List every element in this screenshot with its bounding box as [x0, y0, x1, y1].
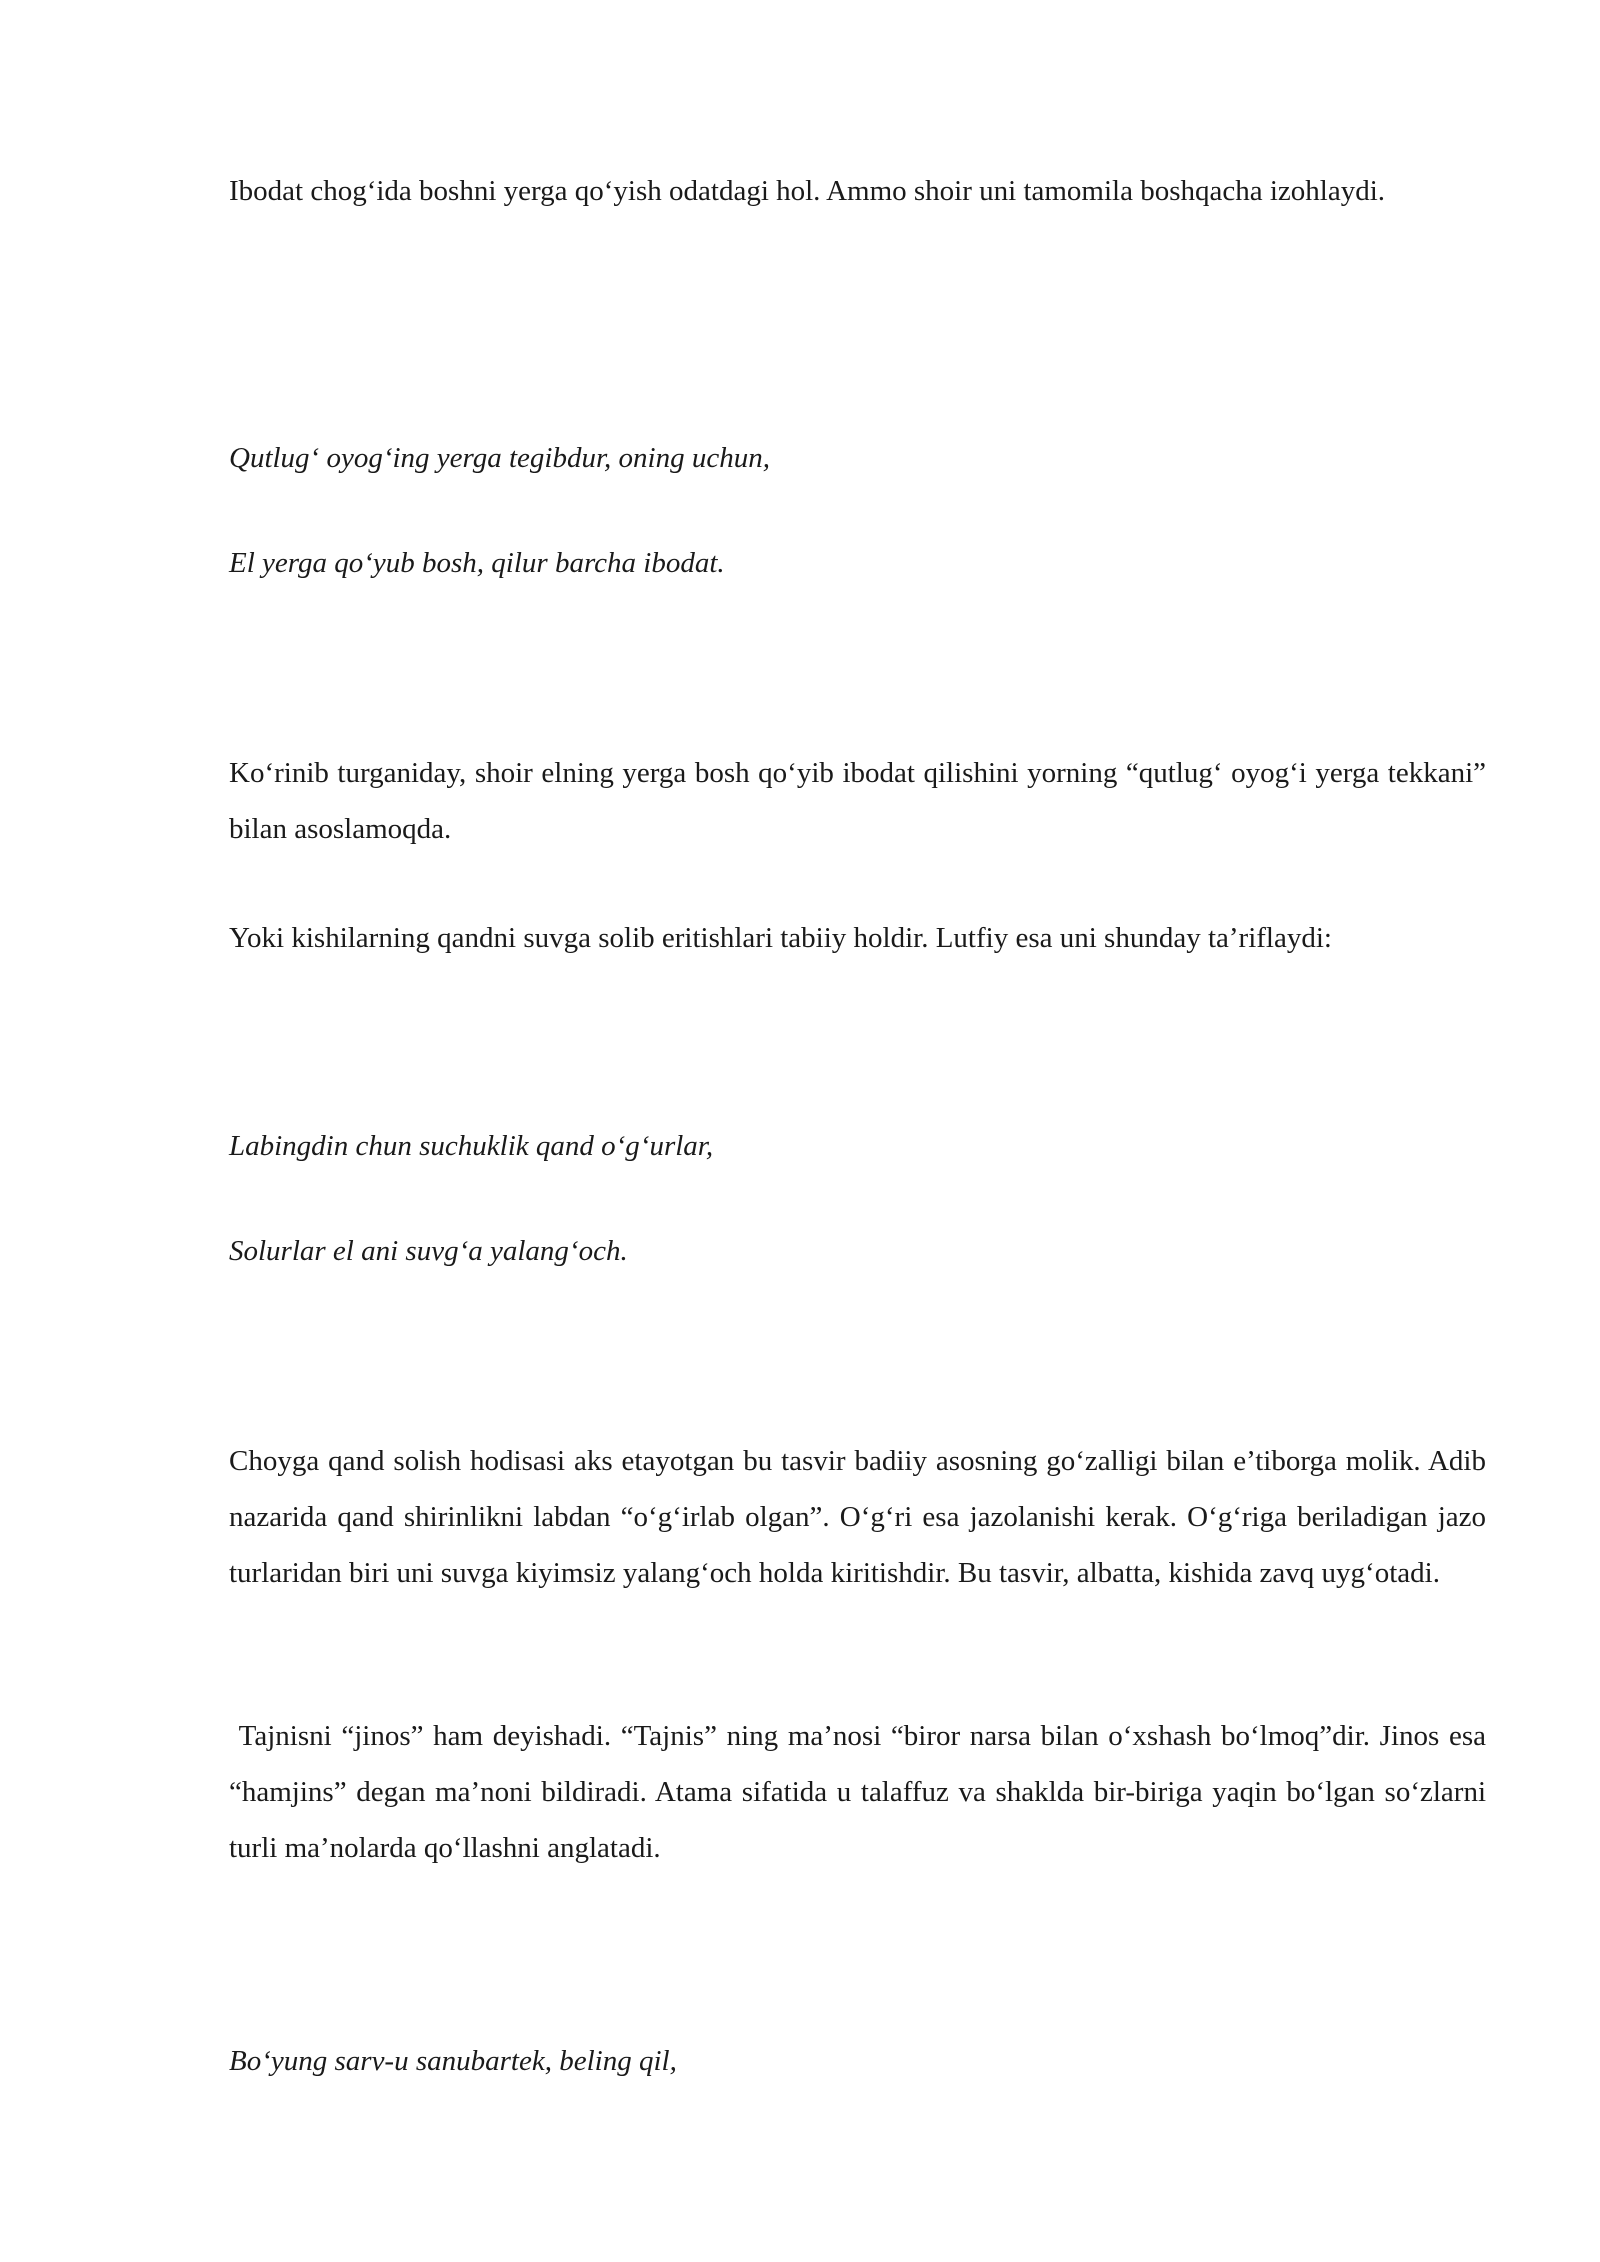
verse-line-5: Bo‘yung sarv-u sanubartek, beling qil, — [229, 2045, 677, 2077]
paragraph-tajnis: Tajnisni “jinos” ham deyishadi. “Tajnis” ning ma’nosi “biror narsa bilan o‘xshash bo‘lmoq”dir. Jinos esa “hamjins” degan ma’noni bildiradi. Atama sifatida u talaffuz va shaklda bir-biriga yaqin bo‘lgan so‘zlarni turli ma’nolarda qo‘llashni anglatadi. — [229, 1720, 1494, 1864]
verse-line-2: El yerga qo‘yub bosh, qilur barcha ibodat. — [229, 547, 725, 579]
paragraph-choyga: Choyga qand solish hodisasi aks etayotgan bu tasvir badiiy asosning go‘zalligi bilan e’tiborga molik. Adib nazarida qand shirinlikni labdan “o‘g‘irlab olgan”. O‘g‘ri esa jazolanishi kerak. O‘g‘riga beriladigan jazo turlaridan biri uni suvga kiyimsiz yalang‘och holda kiritishdir. Bu tasvir, albatta, kishida zavq uyg‘otadi. — [229, 1445, 1486, 1589]
paragraph-yoki: Yoki kishilarning qandni suvga solib eritishlari tabiiy holdir. Lutfiy esa uni shunday ta’riflaydi: — [229, 922, 1332, 954]
verse-line-3: Labingdin chun suchuklik qand o‘g‘urlar, — [229, 1130, 714, 1162]
verse-line-1: Qutlug‘ oyog‘ing yerga tegibdur, oning uchun, — [229, 442, 770, 474]
paragraph-ibodat: Ibodat chog‘ida boshni yerga qo‘yish odatdagi hol. Ammo shoir uni tamomila boshqacha izohlaydi. — [229, 175, 1386, 207]
verse-line-4: Solurlar el ani suvg‘a yalang‘och. — [229, 1235, 628, 1267]
paragraph-korinib: Ko‘rinib turganiday, shoir elning yerga bosh qo‘yib ibodat qilishini yorning “qutlug‘ oyog‘i yerga tekkani” bilan asoslamoqda. — [229, 757, 1486, 845]
